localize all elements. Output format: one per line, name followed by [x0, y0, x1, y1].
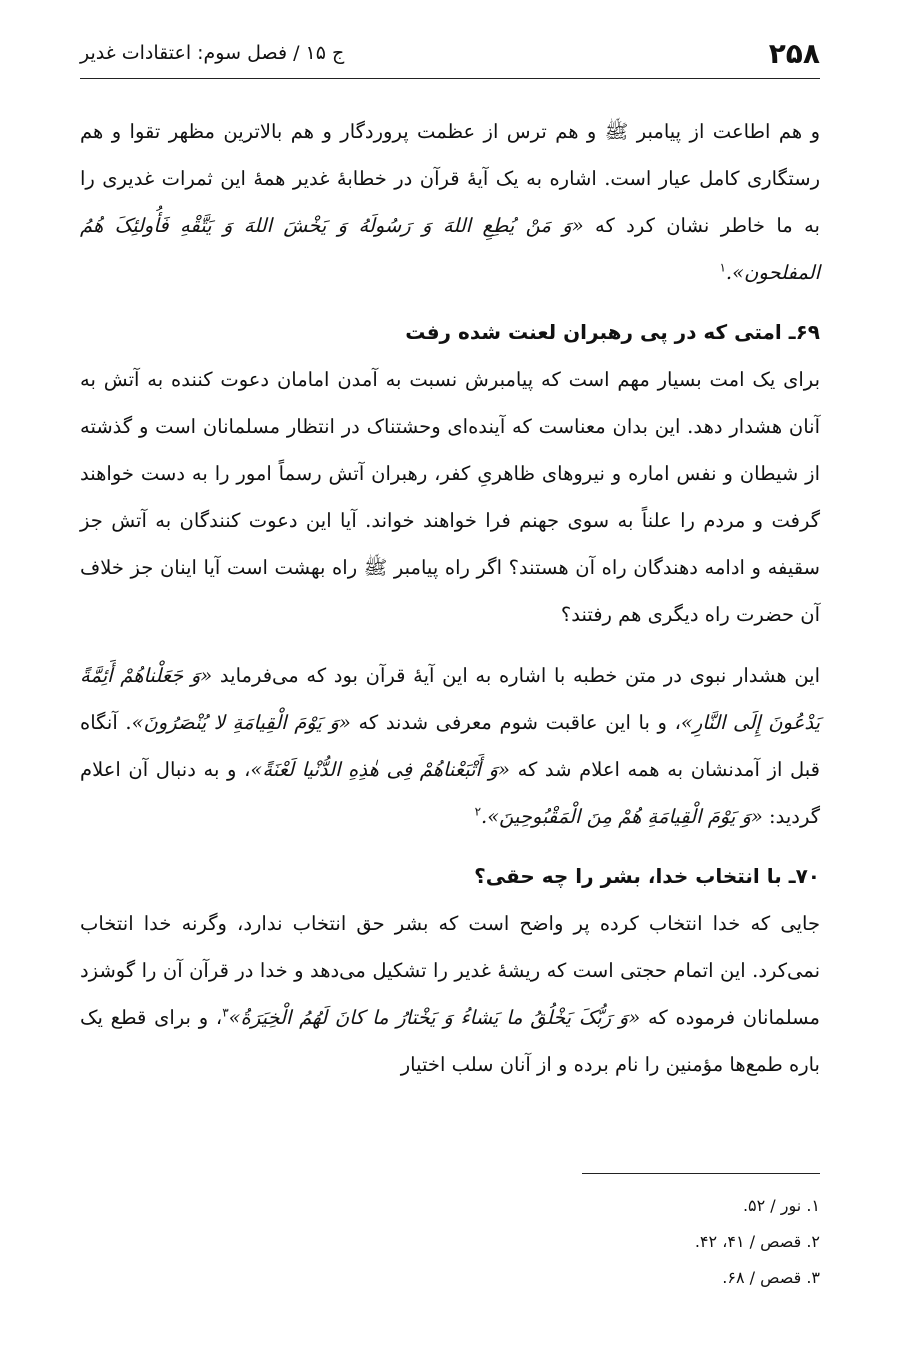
quran-quote: «وَ یَوْمَ الْقِیامَةِ هُمْ مِنَ الْمَقْبُوحِینَ». [481, 805, 763, 828]
page-number: ۲۵۸ [768, 36, 820, 70]
paragraph-text: ، و برای قطع یک باره طمع‌ها مؤمنین را نام برده و از آنان سلب اختیار [80, 1006, 820, 1076]
paragraph [80, 900, 820, 1088]
paragraph: برای یک امت بسیار مهم است که پیامبرش نسبت به آمدن امامان دعوت کننده به آتش به آنان هشدار دهد. این بدان معناست که آینده‌ای وحشتناک در انتظار مسلمانان است و گذشته از شیطان و نفس اماره و نیروهای ظاهریِ کفر، رهبران آتش رسماً امور را به دست خواهند گرفت و مردم را علناً به سوی جهنم فرا خواهند خواند. آیا این دعوت کنندگان به آتش جز سقیفه و ادامه دهندگان راه آن هستند؟ اگر راه پیامبر ﷺ راه بهشت است آیا اینان جز خلاف آن حضرت راه دیگری هم رفتند؟ [80, 368, 820, 626]
paragraph-text: این هشدار نبوی در متن خطبه با اشاره به این آیهٔ قرآن بود که می‌فرماید [219, 664, 821, 687]
footnote-ref: ۱ [719, 260, 726, 275]
paragraph-text: ، و به دنبال آن اعلام گردید: [80, 758, 820, 828]
quran-quote: «وَ یَوْمَ الْقِیامَةِ لا یُنْصَرُونَ» [131, 711, 351, 734]
paragraph-text: جایی که خدا انتخاب کرده پر واضح است که بشر حق انتخاب ندارد، وگرنه خدا انتخاب نمی‌کرد. این اتمام حجتی است که ریشهٔ غدیر را تشکیل می‌دهد و خدا در قرآن آن را گوشزد مسلمانان فرموده که [80, 912, 820, 1029]
footnote-divider [582, 1173, 820, 1174]
quran-quote: «وَ مَنْ یُطِعِ اللهَ وَ رَسُولَهُ وَ یَخْشَ اللهَ وَ یَتَّقْهِ فَأُولئِکَ هُمُ المفلحون». [80, 214, 820, 284]
footnote: ۳. قصص / ۶۸. [722, 1268, 820, 1287]
footnotes [80, 1188, 820, 1296]
page-header [80, 28, 820, 79]
paragraph-text: و هم اطاعت از پیامبر ﷺ و هم ترس از عظمت پروردگار و هم بالاترین مظهر تقوا و هم رستگاری کامل عیار است. اشاره به یک آیهٔ قرآن در خطابهٔ غدیر همهٔ این ثمرات غدیری را به ما خاطر نشان کرد که [80, 120, 820, 237]
paragraph-text: ، و با این عاقبت شوم معرفی شدند که [358, 711, 681, 734]
quran-quote: «وَ جَعَلْناهُمْ أَئِمَّةً یَدْعُونَ إِلَی النَّارِ» [80, 664, 821, 734]
paragraph [80, 108, 820, 296]
running-title: ج ۱۵ / فصل سوم: اعتقادات غدیر [80, 42, 345, 64]
footnote-ref: ۳ [222, 1005, 229, 1020]
page-body [80, 108, 820, 1088]
section-heading: ۶۹ـ امتی که در پی رهبران لعنت شده رفت [405, 320, 820, 344]
paragraph [80, 652, 820, 840]
footnote: ۱. نور / ۵۲. [742, 1196, 820, 1215]
footnote-ref: ۲ [474, 804, 482, 819]
paragraph-text: . آنگاه قبل از آمدنشان به همه اعلام شد که [80, 711, 820, 781]
footnote: ۲. قصص / ۴۱، ۴۲. [694, 1232, 820, 1251]
quran-quote: «وَ أَتْبَعْناهُمْ فِی هٰذِهِ الدُّنْیا لَعْنَةً» [250, 758, 510, 781]
section-heading: ۷۰ـ با انتخاب خدا، بشر را چه حقی؟ [474, 864, 820, 888]
quran-quote: «وَ رَبُّکَ یَخْلُقُ ما یَشاءُ وَ یَخْتارُ ما کانَ لَهُمُ الْخِیَرَةُ» [228, 1006, 641, 1029]
